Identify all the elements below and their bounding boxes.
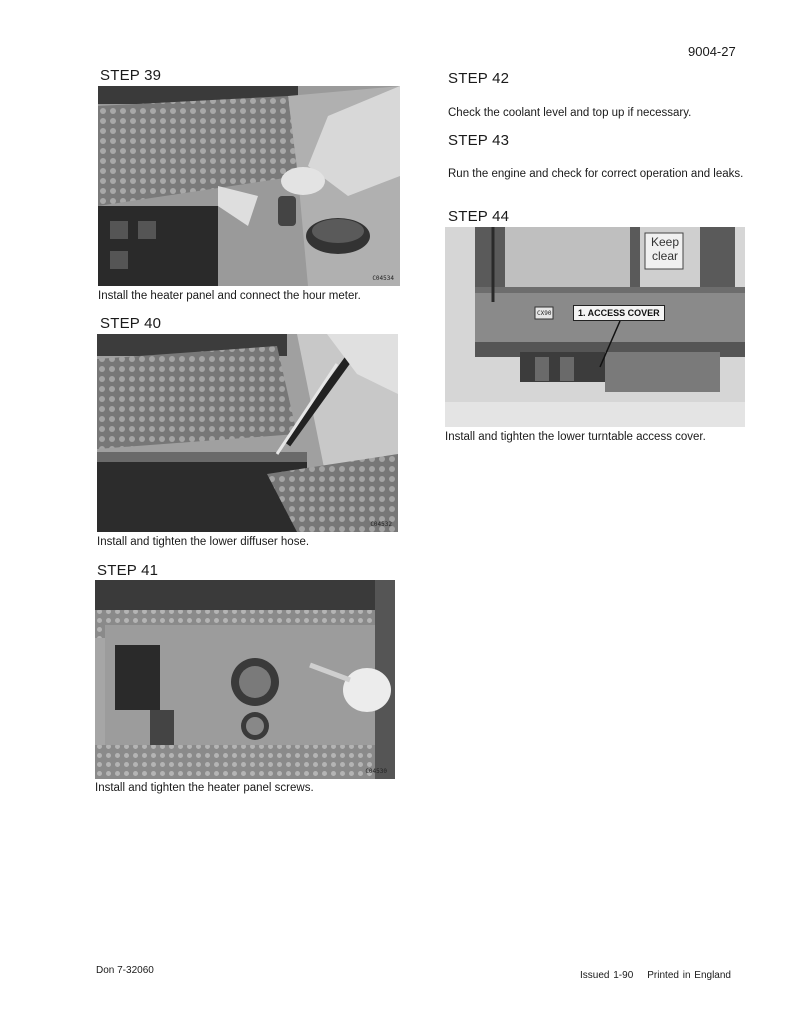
step-39-heading: STEP 39 [100,67,162,84]
step-44-sign-line2: clear [651,249,678,263]
step-41-heading: STEP 41 [97,562,159,579]
step-40-photo [97,334,398,532]
step-39-photo [98,86,400,286]
access-cover-callout: 1. ACCESS COVER [573,305,665,321]
footer-issue-info [580,970,731,981]
step-43-text: Run the engine and check for correct operation and leaks. [448,168,744,180]
footer-issued: Issued 1-90 [580,970,634,981]
step-42-heading: STEP 42 [448,70,510,87]
step-40-heading: STEP 40 [100,315,162,332]
step-41-photo [95,580,395,779]
step-41-caption: Install and tighten the heater panel screws. [95,782,314,794]
footer-printed: Printed in England [647,970,731,981]
step-44-heading: STEP 44 [448,208,510,225]
step-44-sign-line1: Keep [650,235,680,249]
step-41-photo-code: C04530 [365,768,387,775]
step-39-photo-code: C04534 [372,275,394,282]
step-44-panel-label: CX90 [537,310,552,317]
step-44-caption: Install and tighten the lower turntable access cover. [445,431,706,443]
step-43-heading: STEP 43 [448,132,510,149]
step-40-caption: Install and tighten the lower diffuser hose. [97,536,310,548]
step-44-photo [445,227,745,427]
step-42-text: Check the coolant level and top up if necessary. [448,107,692,119]
page-number: 9004-27 [688,44,736,59]
step-39-caption: Install the heater panel and connect the hour meter. [98,290,361,302]
footer-doc-number: Don 7-32060 [96,965,154,976]
step-40-photo-code: C04532 [370,521,392,528]
